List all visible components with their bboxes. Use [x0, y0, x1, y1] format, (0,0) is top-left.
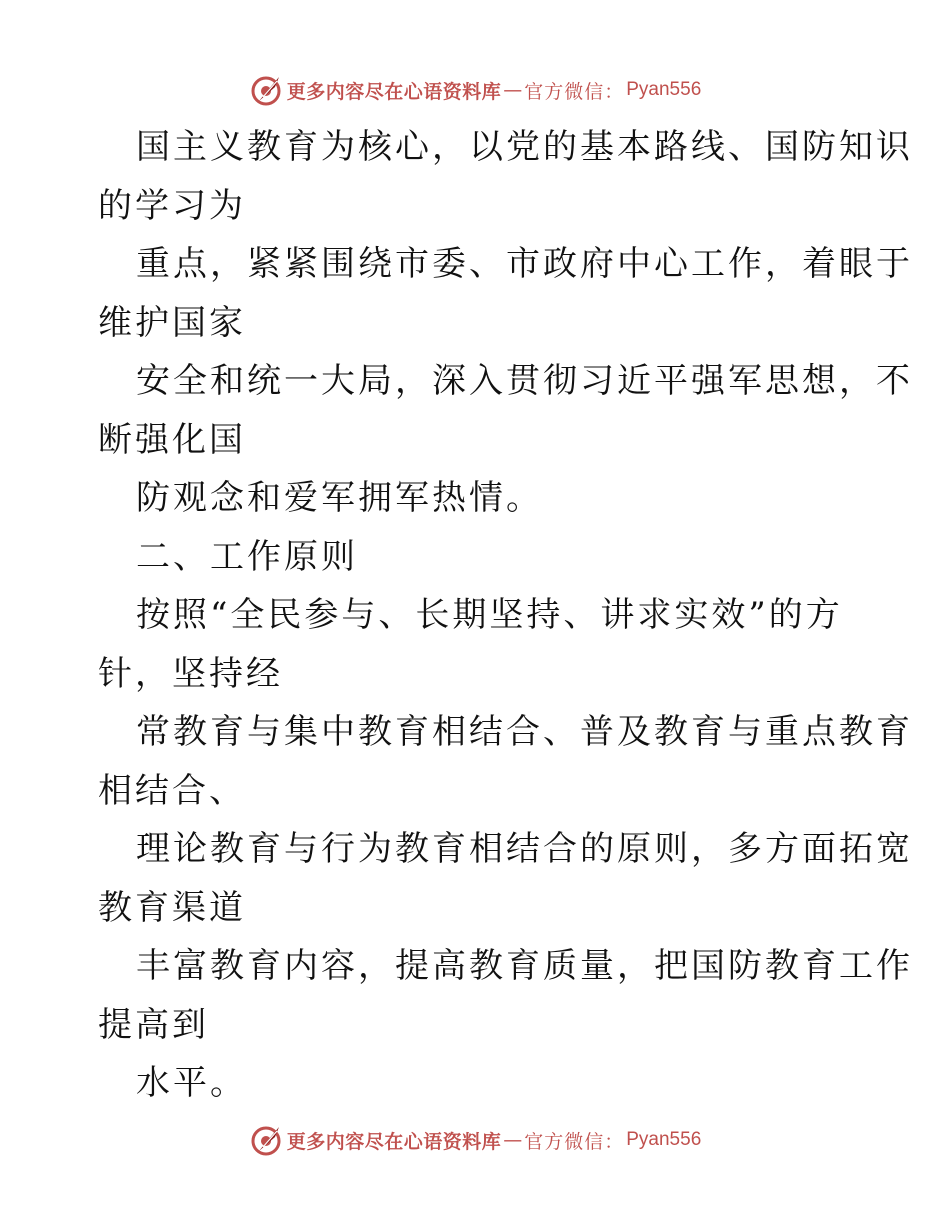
banner-main-text: 更多内容尽在心语资料库 [286, 80, 502, 103]
text-line: 常教育与集中教育相结合、普及教育与重点教育 [136, 712, 913, 752]
quill-logo-icon [249, 1123, 283, 1157]
text-line: 按照“全民参与、长期坚持、讲求实效”的方 [136, 595, 843, 635]
footer-banner [0, 1120, 950, 1160]
section-heading: 二、工作原则 [136, 536, 358, 577]
text-line: 丰富教育内容，提高教育质量，把国防教育工作 [136, 946, 913, 986]
text-line: 安全和统一大局，深入贯彻习近平强军思想，不 [136, 361, 913, 401]
text-line: 维护国家 [98, 302, 246, 343]
text-line: 提高到 [98, 1004, 209, 1045]
banner-dash: — [503, 1129, 523, 1151]
banner-wechat-id: Pyan556 [626, 1129, 702, 1150]
text-line: 断强化国 [98, 419, 246, 460]
text-line: 的学习为 [98, 185, 246, 226]
text-line: 防观念和爱军拥军热情。 [136, 478, 543, 518]
banner-wechat-id: Pyan556 [626, 79, 702, 100]
text-line: 理论教育与行为教育相结合的原则，多方面拓宽 [136, 829, 913, 869]
text-line: 国主义教育为核心，以党的基本路线、国防知识 [136, 127, 913, 167]
banner-dash: — [503, 79, 523, 101]
quill-logo-icon [249, 73, 283, 107]
text-line: 相结合、 [98, 770, 246, 811]
text-line: 教育渠道 [98, 887, 246, 928]
text-line: 重点，紧紧围绕市委、市政府中心工作，着眼于 [136, 244, 913, 284]
banner-wechat-label: 官方微信： [524, 80, 625, 103]
text-line: 针，坚持经 [98, 653, 283, 694]
banner-main-text: 更多内容尽在心语资料库 [286, 1130, 502, 1153]
header-banner [0, 70, 950, 110]
text-line: 水平。 [136, 1063, 247, 1103]
banner-wechat-label: 官方微信： [524, 1130, 625, 1153]
document-body [98, 118, 913, 1113]
